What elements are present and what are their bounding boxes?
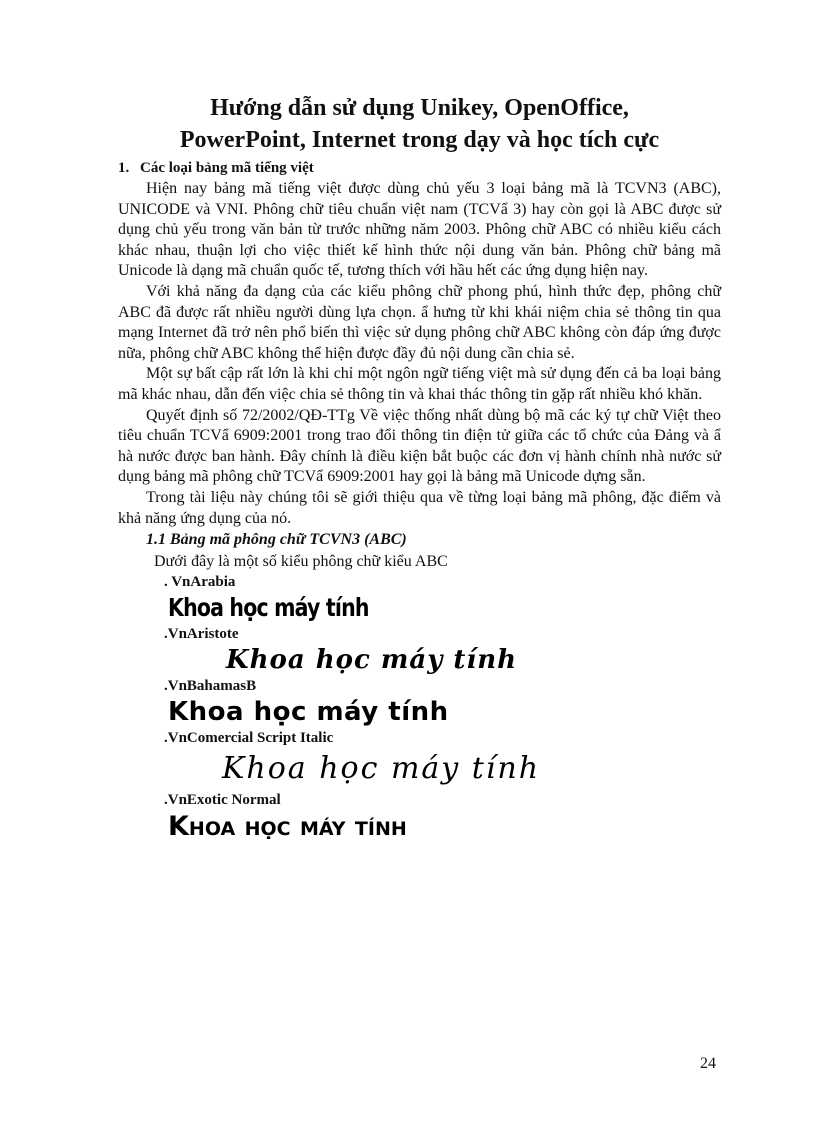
paragraph: Quyết định số 72/2002/QĐ-TTg Về việc thống nhất dùng bộ mã các ký tự chữ Việt theo tiêu chuẩn TCVẩ 6909:2001 trong trao đổi thông tin điện tử giữa các tổ chức của Đảng và ẩ hà nước được ban hành. Đây chính là điều kiện bắt buộc các đơn vị hành chính nhà nước sử dụng bảng mã phông chữ TCVẩ 6909:2001 hay gọi là bảng mã Unicode dựng sẵn. <box>118 406 721 486</box>
paragraph: Một sự bất cập rất lớn là khi chỉ một ngôn ngữ tiếng việt mà sử dụng đến cả ba loại bảng mã khác nhau, dẫn đến việc chia sẻ thông tin và khai thác thông tin gặp rất nhiều khó khăn. <box>118 365 721 403</box>
page-number: 24 <box>700 1055 716 1072</box>
font-sample-vnarabia <box>168 591 721 625</box>
font-label-vnaristote: .VnAristote <box>164 626 239 643</box>
document-page <box>118 92 721 845</box>
section-number: 1. <box>118 160 130 176</box>
title-line-2: PowerPoint, Internet trong dạy và học tích cực <box>179 127 660 153</box>
font-label-vnexotic: .VnExotic Normal <box>164 792 281 809</box>
subsection-heading: 1.1 Bảng mã phông chữ TCVN3 (ABC) <box>146 531 407 549</box>
section-heading <box>118 158 721 178</box>
font-sample-text: Khoa học máy tính <box>226 645 518 676</box>
paragraph: Với khả năng đa dạng của các kiểu phông chữ phong phú, hình thức đẹp, phông chữ ABC đã được rất nhiều người dùng lựa chọn. ẩ hưng từ khi khái niệm chia sẻ thông tin qua mạng Internet đã trở nên phổ biến thì việc sử dụng phông chữ ABC không còn đáp ứng được nữa, phông chữ ABC không thể hiện được đầy đủ nội dung cần chia sẻ. <box>118 282 721 362</box>
title-line-1: Hướng dẫn sử dụng Unikey, OpenOffice, <box>210 95 629 121</box>
document-title <box>118 92 721 156</box>
font-sample-text: Khoa học máy tính <box>168 811 407 843</box>
font-sample-text: Khoa học máy tính <box>222 751 541 787</box>
font-sample-vncomercial <box>168 747 721 791</box>
font-sample-vnbahamasb <box>168 695 721 729</box>
paragraph: Hiện nay bảng mã tiếng việt được dùng chủ yếu 3 loại bảng mã là TCVN3 (ABC), UNICODE và VNI. Phông chữ tiêu chuẩn việt nam (TCVẩ 3) hay còn gọi là ABC được sử dụng chủ yếu trong văn bản từ trước những năm 2003. Phông chữ ABC có nhiều kiểu cách khác nhau, thuận lợi cho việc thiết kế hình thức nội dung văn bản. Phông chữ bảng mã Unicode là dạng mã chuẩn quốc tế, tương thích với hầu hết các ứng dụng hiện nay. <box>118 180 721 280</box>
paragraph: Trong tài liệu này chúng tôi sẽ giới thiệu qua về từng loại bảng mã phông, đặc điểm và khả năng ứng dụng của nó. <box>118 488 721 527</box>
subsection-intro: Dưới đây là một số kiểu phông chữ kiểu ABC <box>154 553 448 571</box>
font-label-vnbahamasb: .VnBahamasB <box>164 678 257 695</box>
font-label-vnarabia: . VnArabia <box>164 574 236 591</box>
font-sample-vnaristote <box>168 643 721 677</box>
font-label-vncomercial: .VnComercial Script Italic <box>164 730 334 747</box>
font-sample-vnexotic <box>168 809 721 845</box>
section-heading-text: Các loại bảng mã tiếng việt <box>140 160 314 176</box>
font-sample-text: Khoa học máy tính <box>168 697 449 728</box>
font-sample-text: Khoa học máy tính <box>168 593 369 623</box>
